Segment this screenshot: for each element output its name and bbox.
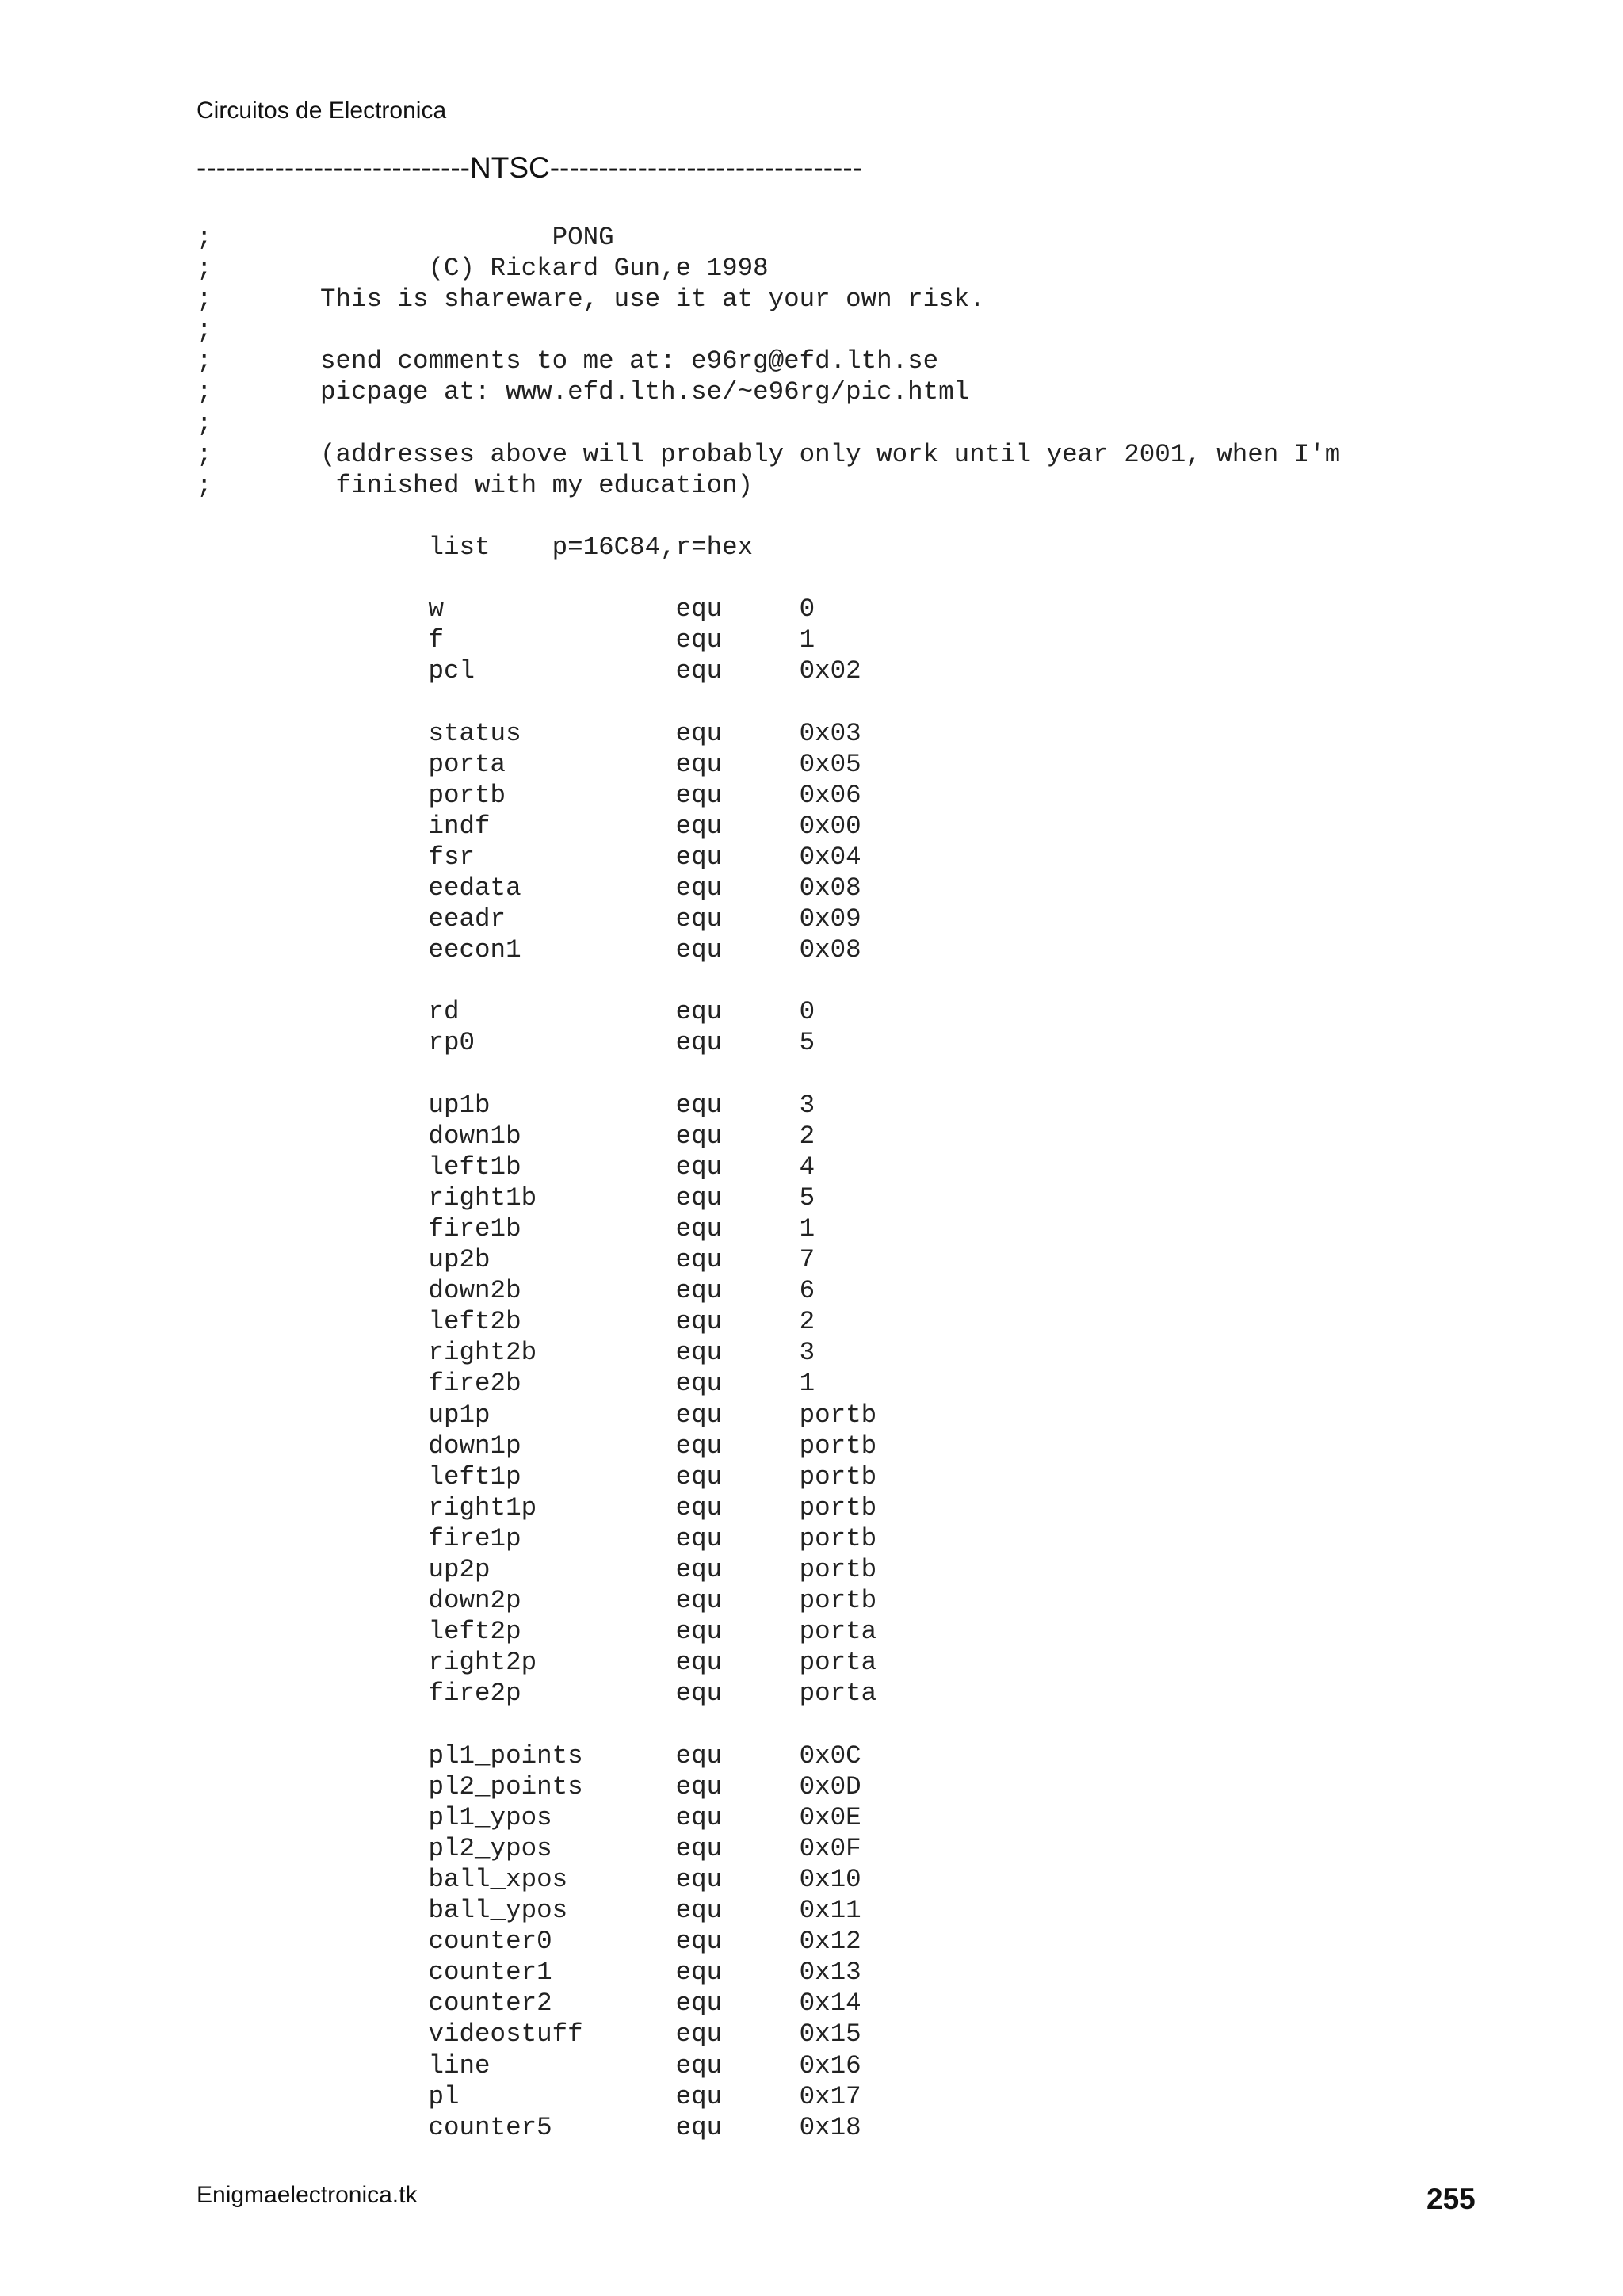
code-line	[197, 686, 1340, 717]
code-line: up2p equ portb	[197, 1555, 877, 1585]
code-line: down2b equ 6	[197, 1276, 815, 1306]
code-line: right2b equ 3	[197, 1338, 815, 1368]
code-line: line equ 0x16	[197, 2050, 861, 2080]
code-line: ball_ypos equ 0x11	[197, 1896, 861, 1926]
code-line: up2b equ 7	[197, 1245, 815, 1275]
footer-site-name: Enigmaelectronica.tk	[197, 2182, 418, 2208]
code-line: ; PONG	[197, 223, 614, 252]
assembly-code-listing	[197, 222, 1340, 2143]
code-line: pl2_ypos equ 0x0F	[197, 1833, 861, 1863]
code-line	[197, 563, 1340, 594]
code-line: w equ 0	[197, 594, 815, 625]
code-line: ; (C) Rickard Gun,e 1998	[197, 254, 769, 284]
code-line: eedata equ 0x08	[197, 873, 861, 903]
code-line: ; (addresses above will probably only work until year 2001, when I'm	[197, 439, 1341, 469]
code-line: f equ 1	[197, 625, 815, 655]
code-line: ; This is shareware, use it at your own risk.	[197, 285, 985, 315]
code-line	[197, 501, 1340, 532]
code-line: ; send comments to me at: e96rg@efd.lth.se	[197, 346, 939, 376]
code-line: counter2 equ 0x14	[197, 1988, 861, 2019]
code-line: status equ 0x03	[197, 718, 861, 748]
code-line: counter1 equ 0x13	[197, 1958, 861, 1988]
page-number: 255	[1426, 2183, 1476, 2215]
code-line: eecon1 equ 0x08	[197, 935, 861, 965]
code-line: left2b equ 2	[197, 1307, 815, 1337]
code-line: fire1b equ 1	[197, 1214, 815, 1244]
code-line: left2p equ porta	[197, 1617, 877, 1647]
page-header: Circuitos de Electronica	[197, 97, 447, 124]
code-line: ball_xpos equ 0x10	[197, 1864, 861, 1894]
code-line: up1p equ portb	[197, 1400, 877, 1430]
code-line	[197, 1059, 1340, 1090]
code-line: videostuff equ 0x15	[197, 2019, 861, 2050]
code-line: down1b equ 2	[197, 1121, 815, 1151]
code-line: counter5 equ 0x18	[197, 2112, 861, 2142]
code-line: right1b equ 5	[197, 1182, 815, 1213]
code-line: right2p equ porta	[197, 1648, 877, 1678]
code-line: pl1_ypos equ 0x0E	[197, 1802, 861, 1832]
code-line: ;	[197, 315, 212, 346]
code-line: ;	[197, 408, 212, 438]
code-line: down1p equ portb	[197, 1431, 877, 1461]
code-line: up1b equ 3	[197, 1090, 815, 1120]
code-line: portb equ 0x06	[197, 780, 861, 810]
code-line: left1b equ 4	[197, 1152, 815, 1182]
code-line: counter0 equ 0x12	[197, 1927, 861, 1957]
code-line: pl equ 0x17	[197, 2081, 861, 2111]
code-line: porta equ 0x05	[197, 749, 861, 779]
code-line: right1p equ portb	[197, 1492, 877, 1522]
code-line: eeadr equ 0x09	[197, 904, 861, 934]
code-line	[197, 965, 1340, 996]
code-line: ; finished with my education)	[197, 470, 754, 500]
section-heading-ntsc: ----------------------------NTSC--------------------------------	[197, 151, 862, 184]
code-line: fire2p equ porta	[197, 1679, 877, 1709]
code-line: fsr equ 0x04	[197, 842, 861, 872]
code-line: pl1_points equ 0x0C	[197, 1740, 861, 1771]
code-line: down2p equ portb	[197, 1586, 877, 1616]
code-line: left1p equ portb	[197, 1461, 877, 1492]
code-line	[197, 1710, 1340, 1740]
code-line: pcl equ 0x02	[197, 656, 861, 686]
code-line: list p=16C84,r=hex	[197, 532, 754, 562]
code-line: rd equ 0	[197, 997, 815, 1027]
code-line: fire2b equ 1	[197, 1369, 815, 1399]
code-line: rp0 equ 5	[197, 1028, 815, 1058]
code-line: indf equ 0x00	[197, 811, 861, 841]
code-line: fire1p equ portb	[197, 1523, 877, 1553]
code-line: pl2_points equ 0x0D	[197, 1771, 861, 1801]
code-line: ; picpage at: www.efd.lth.se/~e96rg/pic.html	[197, 377, 970, 407]
